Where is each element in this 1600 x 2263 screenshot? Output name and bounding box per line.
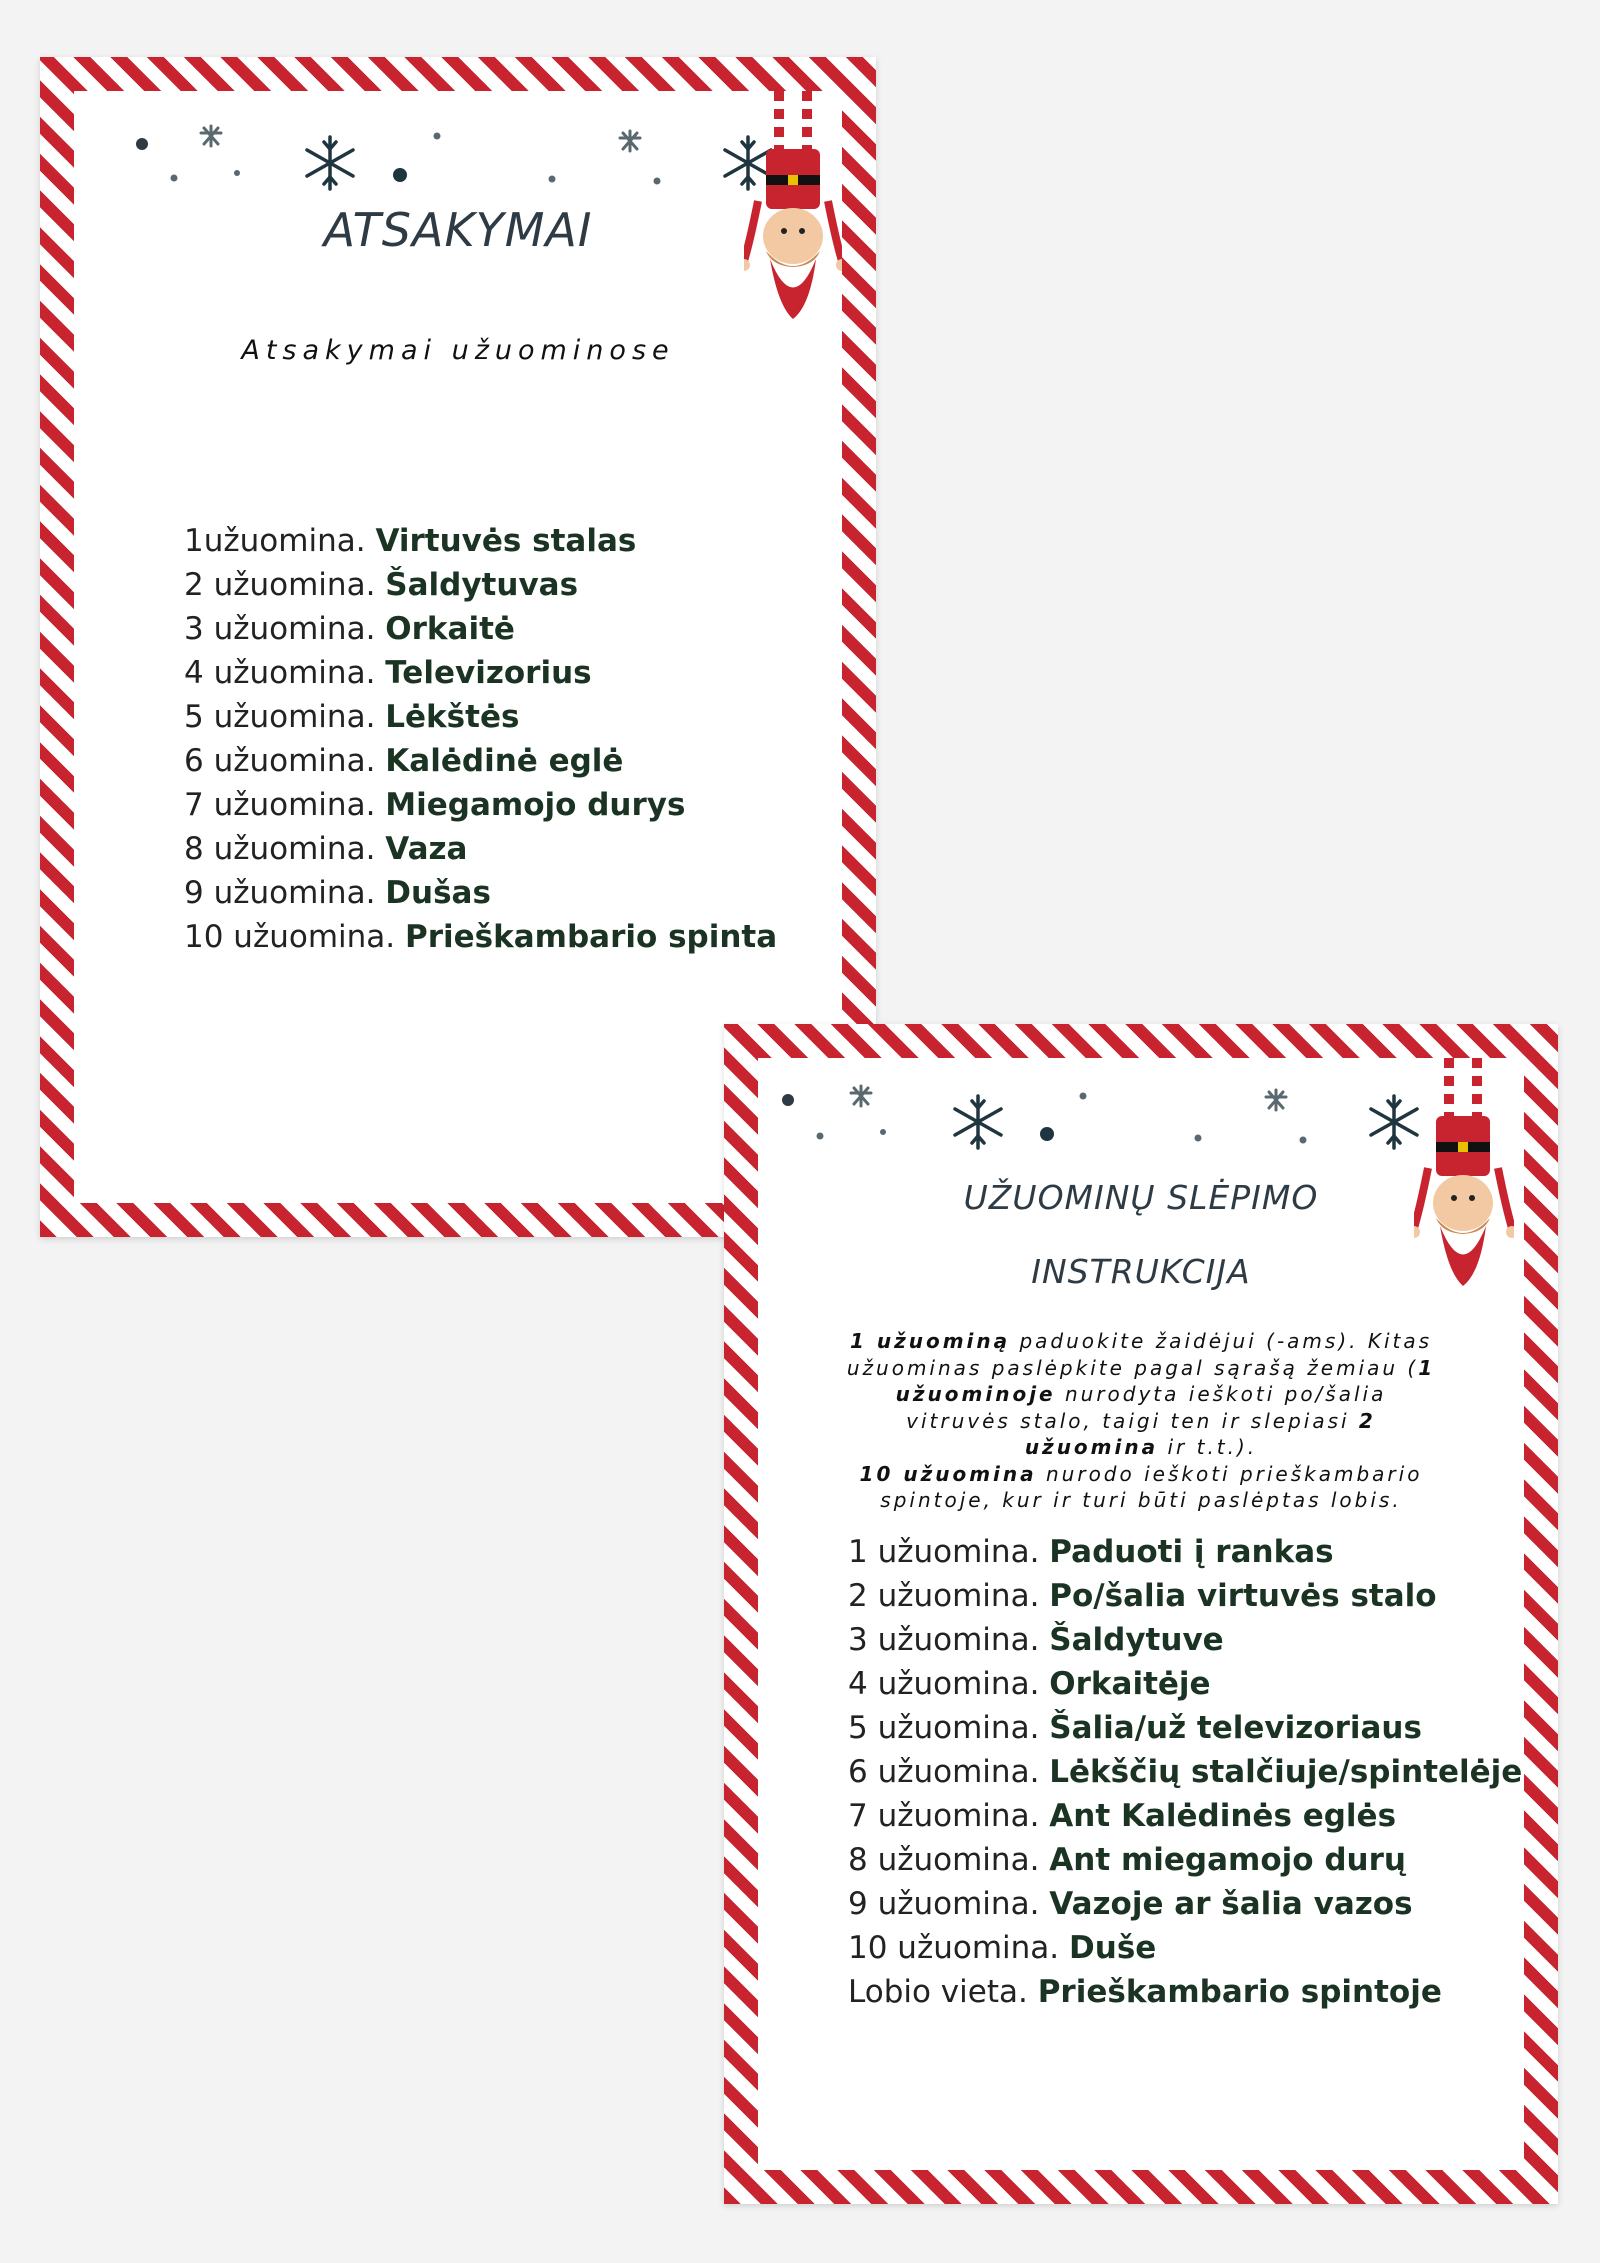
- item-label: 8 užuomina.: [184, 831, 376, 867]
- star-icon: [1266, 1090, 1286, 1110]
- page-title-line1: UŽUOMINŲ SLĖPIMO: [963, 1178, 1319, 1217]
- page-subtitle: Atsakymai užuominose: [241, 335, 675, 366]
- dot-icon: [434, 133, 441, 140]
- list-item: [184, 651, 777, 695]
- snowflake-icon: [307, 137, 353, 189]
- item-answer: Orkaitė: [385, 611, 515, 647]
- item-label: 1 užuomina.: [848, 1534, 1040, 1570]
- list-item: [848, 1618, 1522, 1662]
- item-label: 1užuomina.: [184, 523, 366, 559]
- page-title-line2: INSTRUKCIJA: [1031, 1252, 1251, 1291]
- item-label: 5 užuomina.: [184, 699, 376, 735]
- item-answer: Televizorius: [385, 655, 592, 691]
- item-label: 6 užuomina.: [848, 1754, 1040, 1790]
- instruction-bold: 10 užuomina: [859, 1461, 1037, 1486]
- dot-icon: [549, 176, 556, 183]
- item-label: 3 užuomina.: [848, 1622, 1040, 1658]
- item-answer: Orkaitėje: [1049, 1666, 1211, 1702]
- item-label: 9 užuomina.: [848, 1886, 1040, 1922]
- dot-icon: [880, 1129, 886, 1135]
- instruction-text: nurodo ieškoti prieškambario spintoje, kur ir turi būti paslėptas lobis.: [880, 1461, 1423, 1512]
- item-label: 3 užuomina.: [184, 611, 376, 647]
- dot-icon: [654, 178, 661, 185]
- dot-icon: [393, 168, 407, 182]
- item-label: 2 užuomina.: [184, 567, 376, 603]
- item-answer: Vazoje ar šalia vazos: [1049, 1886, 1413, 1922]
- dot-icon: [234, 170, 240, 176]
- instruction-text: paduokite žaidėjui (-ams). Kitas užuominas paslėpkite pagal sąrašą žemiau (: [846, 1329, 1433, 1380]
- instruction-bold: 2 užuomina: [1024, 1408, 1376, 1459]
- item-answer: Virtuvės stalas: [375, 523, 637, 559]
- item-label: 10 užuomina.: [184, 919, 396, 955]
- instruction-text: nurodyta ieškoti po/šalia vitruvės stalo, taigi ten ir slepiasi: [906, 1382, 1387, 1433]
- list-item: [184, 739, 777, 783]
- instruction-text: ir t.t.).: [1158, 1435, 1258, 1459]
- list-item: [184, 783, 777, 827]
- dot-icon: [1195, 1135, 1202, 1142]
- star-icon: [851, 1086, 871, 1106]
- decorations: [758, 1058, 1524, 1198]
- item-answer: Lėkštės: [385, 699, 520, 735]
- list-item: [848, 1794, 1522, 1838]
- dot-icon: [817, 1133, 824, 1140]
- list-item: [184, 519, 777, 563]
- item-label: 9 užuomina.: [184, 875, 376, 911]
- item-answer: Ant miegamojo durų: [1049, 1842, 1406, 1878]
- list-item: [184, 871, 777, 915]
- dot-icon: [782, 1094, 794, 1106]
- item-answer: Šalia/už televizoriaus: [1049, 1710, 1422, 1746]
- answers-list: [184, 519, 777, 959]
- instruction-bold: 1 užuominą: [849, 1329, 1011, 1353]
- item-answer: Šaldytuve: [1049, 1622, 1224, 1658]
- dot-icon: [1040, 1127, 1054, 1141]
- list-item: [848, 1706, 1522, 1750]
- hiding-list: [848, 1530, 1522, 2014]
- dot-icon: [1300, 1137, 1307, 1144]
- item-answer: Kalėdinė eglė: [385, 743, 624, 779]
- list-item: [184, 607, 777, 651]
- item-label: 6 užuomina.: [184, 743, 376, 779]
- item-label: 2 užuomina.: [848, 1578, 1040, 1614]
- item-answer: Paduoti į rankas: [1049, 1534, 1334, 1570]
- item-label: 5 užuomina.: [848, 1710, 1040, 1746]
- snowflake-icon: [1371, 1096, 1417, 1148]
- star-icon: [620, 131, 640, 151]
- item-answer: Šaldytuvas: [385, 567, 579, 603]
- instructions-card-inner: [758, 1058, 1524, 2170]
- list-item: [848, 1838, 1522, 1882]
- instructions-card: [724, 1024, 1558, 2204]
- item-label: 10 užuomina.: [848, 1930, 1060, 1966]
- snowflake-icon: [955, 1096, 1001, 1148]
- instruction-bold: 1 užuominoje: [895, 1355, 1436, 1406]
- list-item: [848, 1882, 1522, 1926]
- item-answer: Ant Kalėdinės eglės: [1049, 1798, 1397, 1834]
- dot-icon: [171, 175, 178, 182]
- list-item: [848, 1750, 1522, 1794]
- item-answer: Dušas: [385, 875, 491, 911]
- list-item: [184, 695, 777, 739]
- list-item: [848, 1970, 1522, 2014]
- item-label: 4 užuomina.: [184, 655, 376, 691]
- list-item: [848, 1662, 1522, 1706]
- page-title: ATSAKYMAI: [323, 203, 593, 257]
- list-item: [848, 1574, 1522, 1618]
- star-icon: [201, 126, 221, 146]
- item-answer: Duše: [1069, 1930, 1157, 1966]
- item-answer: Miegamojo durys: [385, 787, 686, 823]
- item-label: 7 užuomina.: [848, 1798, 1040, 1834]
- item-label: Lobio vieta.: [848, 1974, 1028, 2010]
- list-item: [184, 827, 777, 871]
- item-label: 7 užuomina.: [184, 787, 376, 823]
- dot-icon: [136, 138, 148, 150]
- item-answer: Lėkščių stalčiuje/spintelėje: [1049, 1754, 1523, 1790]
- list-item: [184, 915, 777, 959]
- item-answer: Vaza: [385, 831, 468, 867]
- list-item: [848, 1530, 1522, 1574]
- item-label: 4 užuomina.: [848, 1666, 1040, 1702]
- instructions-text: [844, 1328, 1438, 1514]
- item-answer: Prieškambario spinta: [405, 919, 778, 955]
- item-label: 8 užuomina.: [848, 1842, 1040, 1878]
- dot-icon: [1080, 1093, 1087, 1100]
- list-item: [848, 1926, 1522, 1970]
- item-answer: Po/šalia virtuvės stalo: [1049, 1578, 1437, 1614]
- list-item: [184, 563, 777, 607]
- item-answer: Prieškambario spintoje: [1037, 1974, 1442, 2010]
